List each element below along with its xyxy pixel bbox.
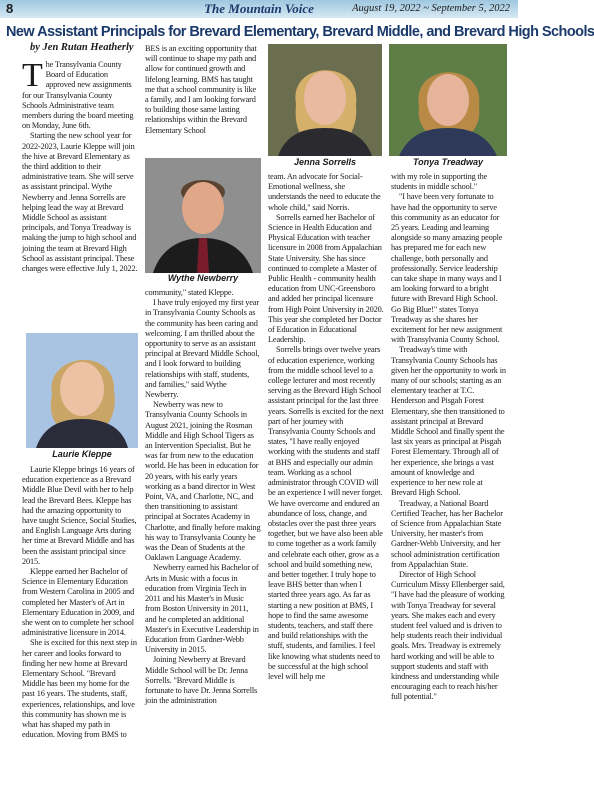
photo-caption: Wythe Newberry <box>167 273 239 283</box>
photo-jenna-sorrells <box>268 44 382 156</box>
paragraph: I have truly enjoyed my first year in Transylvania County Schools as the community has been caring and welcoming. I am thrilled about the opportunity to serve as an assistant principal at Brevard Middle School, and I look forward to building relationships with staff, students, and families," said Wythe Newberry. <box>145 298 260 400</box>
photo-caption: Laurie Kleppe <box>52 449 112 459</box>
page-number: 8 <box>6 1 14 16</box>
drop-cap: T <box>22 57 43 94</box>
column-4 <box>391 172 507 703</box>
column-3 <box>268 172 384 682</box>
column-2-bottom <box>145 288 261 706</box>
photo-tonya-treadway <box>389 44 507 156</box>
paragraph: with my role in supporting the students in middle school." <box>391 172 488 192</box>
column-1-bottom <box>22 465 138 740</box>
paragraph: Treadway, a National Board Certified Teacher, has her Bachelor of Science from Appalachian State University, her master's from Gardner-Webb University, and her school administration certification from Appalachian State. <box>391 498 503 569</box>
paragraph: Director of High School Curriculum Missy Ellenberger said, "I have had the pleasure of working with Tonya Treadway for several years. She makes each and every student feel valued and is driven to help students reach their individual goals. Mrs. Treadway is extremely hard working and will be able to support students and staff with kindness and understanding while encouraging each to reach his/her full potential." <box>391 569 505 702</box>
paragraph: Treadway's time with Transylvania County Schools has given her the opportunity to work in many of our schools; starting as an elementary teacher at T.C. Henderson and Pisgah Forest Elementary, she then transitioned to assistant principal at Brevard Middle School and finally spent the last six years as principal at Pisgah Forest Elementary. Through all of her experience, she brings a vast amount of knowledge and experience to her new role at Brevard High School. <box>391 345 506 498</box>
photo-caption: Tonya Treadway <box>412 157 484 167</box>
paragraph: Sorrells earned her Bachelor of Science in Health Education and Physical Education with teacher licensure in 2008 from Appalachian State University. She has since continued to complete a Master of Public Health - community health education from UNC-Greensboro and added her principal licensure from High Point University in 2020. This year she completed her Doctor of Education in Educational Leadership. <box>268 212 384 345</box>
issue-date: August 19, 2022 ~ September 5, 2022 <box>352 3 510 14</box>
photo-caption: Jenna Sorrells <box>293 157 357 167</box>
paragraph: Sorrells brings over twelve years of education experience, working from the middle school level to a college lecturer and most recently serving as the Brevard High School assistant principal for the last three years. Sorrells is excited for the next part of her journey with Transylvania County Schools and states, "I have really enjoyed working with the students and staff at BHS and especially our admin team. Working as a school administrator through COVID will be an experience I will never forget. We have overcome and endured an abundance of loss, change, and obstacles over the past three years together, but we have also been able to come together as a work family and celebrate each other, grow as a school and build something new, and better together. I truly hope to leave BHS better than when I started three years ago. As far as starting a new position at BMS, I hope to find the same awesome students, teachers, and staff there and build relationships with the stuff, students, and families. I feel like knowing what students need to be successful at the high school level will help me <box>268 345 384 681</box>
paragraph: Laurie Kleppe brings 16 years of education experience as a Brevard Middle Blue Devil with her to help lead the Brevard Bees. Kleppe has had the amazing opportunity to have taught Science, Social Studies, and English Language Arts during her time at Brevard Middle and has been the assistant principal since 2015. <box>22 465 137 566</box>
paragraph: Joining Newberry at Brevard Middle School will be Dr. Jenna Sorrells. "Brevard Middle is fortunate to have Dr. Jenna Sorrells join the administration <box>145 655 258 706</box>
paper-name: The Mountain Voice <box>204 1 314 16</box>
paragraph: She is excited for this next step in her career and looks forward to finding her new home at Brevard Elementary School. "Brevard Middle has been my home for the past 16 years. The students, staff, experiences, relationships, and love this community has shown me is what has shaped my path in education. Moving from BMS to <box>22 638 137 740</box>
paragraph: BES is an exciting opportunity that will continue to shape my path and allow for continued growth and lifelong learning. BMS has taught me that a school community is like a family, and I am looking forward to building those same lasting relationships within the Brevard Elementary School <box>145 44 257 135</box>
paragraph: community," stated Kleppe. <box>145 288 234 297</box>
paragraph: "I have been very fortunate to have had the opportunity to serve this community as an educator for 25 years. Leading and learning alongside so many amazing people has prepared me for each new challenge, both personally and professionally. Service leadership can take shape in many ways and I am looking forward to a bright future with Brevard High School. Go Big Blue!" states Tonya Treadway as she shares her excitement for her new assignment with Transylvania County School. <box>391 192 503 345</box>
paragraph: he Transylvania County Board of Education approved new assignments for our Transylvania County Schools Administrative team members during the board meeting on Monday, June 6th. <box>22 60 134 131</box>
paragraph: team. An advocate for Social-Emotional wellness, she understands the need to educate the whole child," said Norris. <box>268 172 381 212</box>
article-headline: New Assistant Principals for Brevard Elementary, Brevard Middle, and Brevard High Schools <box>6 24 594 40</box>
photo-laurie-kleppe <box>26 333 138 448</box>
paragraph: Newberry was new to Transylvania County Schools in August 2021, joining the Rosman Middle and High School Tigers as an Intervention Specialist. But he was far from new to the education world. He has been in education for 20 years, with his early years working as a band director in West Point, VA, and Charlotte, NC, and then transitioning to assistant principal at Socrates Academy in Charlotte, and finally before making his way to Transylvania County he was the Dean of Students at the Oaklawn Language Academy. <box>145 400 261 563</box>
photo-wythe-newberry <box>145 158 261 273</box>
column-1-top <box>22 57 138 274</box>
column-2-top <box>145 44 261 136</box>
paragraph: Newberry earned his Bachelor of Arts in Music with a focus in education from Virginia Tech in 2011 and his Master's in Music from Boston University in 2011, and he completed an additional Master's in Executive Leadership in Education from Gardner-Webb University in 2015. <box>145 563 259 655</box>
paragraph: Starting the new school year for 2022-2023, Laurie Kleppe will join the hive at Brevard Elementary as the third addition to their administrative team. She will serve as assistant principal. Wythe Newberry and Jenna Sorrells are helping lead the way at Brevard Middle School as assistant principals, and Tonya Treadway is making the jump to high school and joining the team at Brevard High School as assistant principal. These changes were effective July 1, 2022. <box>22 131 138 274</box>
byline: by Jen Rutan Heatherly <box>30 42 134 53</box>
paragraph: Kleppe earned her Bachelor of Science in Elementary Education from Western Carolina in 2005 and completed her Master's of Art in Elementary Education in 2009, and she went on to complete her school administrative licensure in 2014. <box>22 567 135 638</box>
